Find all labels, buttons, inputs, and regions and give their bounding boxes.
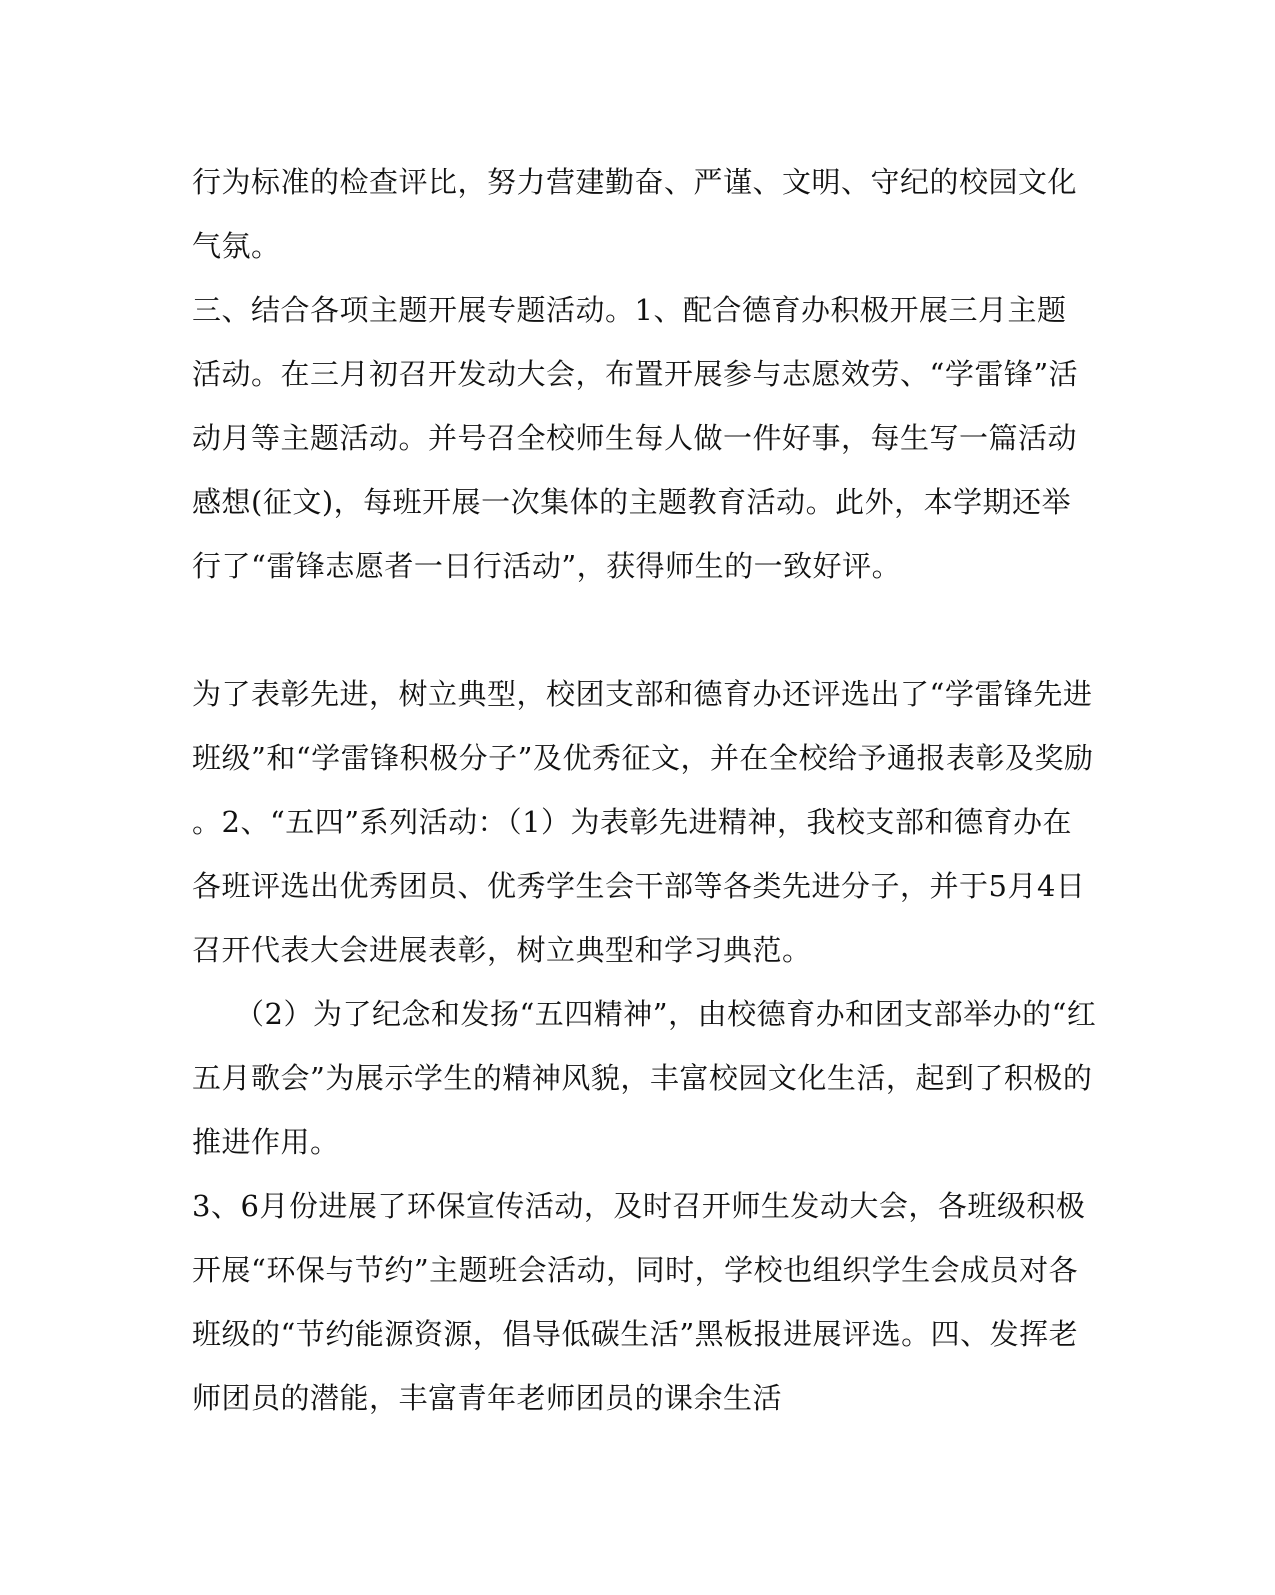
- text-line: 各班评选出优秀团员、优秀学生会干部等各类先进分子，并于5月4日: [192, 869, 1086, 903]
- text-line: 气氛。: [192, 229, 281, 263]
- text-line: 班级”和“学雷锋积极分子”及优秀征文，并在全校给予通报表彰及奖励: [192, 741, 1094, 775]
- text-line: （2）为了纪念和发扬“五四精神”，由校德育办和团支部举办的“红: [235, 997, 1097, 1031]
- text-line: 活动。在三月初召开发动大会，布置开展参与志愿效劳、“学雷锋”活: [192, 357, 1079, 391]
- text-line: 三、结合各项主题开展专题活动。1、配合德育办积极开展三月主题: [192, 293, 1067, 327]
- text-line: 3、6月份进展了环保宣传活动，及时召开师生发动大会，各班级积极: [192, 1189, 1086, 1223]
- text-line: 班级的“节约能源资源，倡导低碳生活”黑板报进展评选。四、发挥老: [192, 1317, 1079, 1351]
- text-line: 行为标准的检查评比，努力营建勤奋、严谨、文明、守纪的校园文化: [192, 165, 1078, 199]
- text-line: 感想(征文)，每班开展一次集体的主题教育活动。此外，本学期还举: [192, 485, 1072, 519]
- text-line: 推进作用。: [192, 1125, 340, 1159]
- text-line: 为了表彰先进，树立典型，校团支部和德育办还评选出了“学雷锋先进: [192, 677, 1093, 711]
- text-line: 五月歌会”为展示学生的精神风貌，丰富校园文化生活，起到了积极的: [192, 1061, 1093, 1095]
- text-line: 动月等主题活动。并号召全校师生每人做一件好事，每生写一篇活动: [192, 421, 1078, 455]
- text-line: 师团员的潜能，丰富青年老师团员的课余生活: [192, 1381, 783, 1415]
- text-line: 召开代表大会进展表彰，树立典型和学习典范。: [192, 933, 812, 967]
- text-line: 行了“雷锋志愿者一日行活动”，获得师生的一致好评。: [192, 549, 902, 583]
- text-line: 。2、“五四”系列活动：（1）为表彰先进精神，我校支部和德育办在: [192, 805, 1073, 839]
- text-line: 开展“环保与节约”主题班会活动，同时，学校也组织学生会成员对各: [192, 1253, 1079, 1287]
